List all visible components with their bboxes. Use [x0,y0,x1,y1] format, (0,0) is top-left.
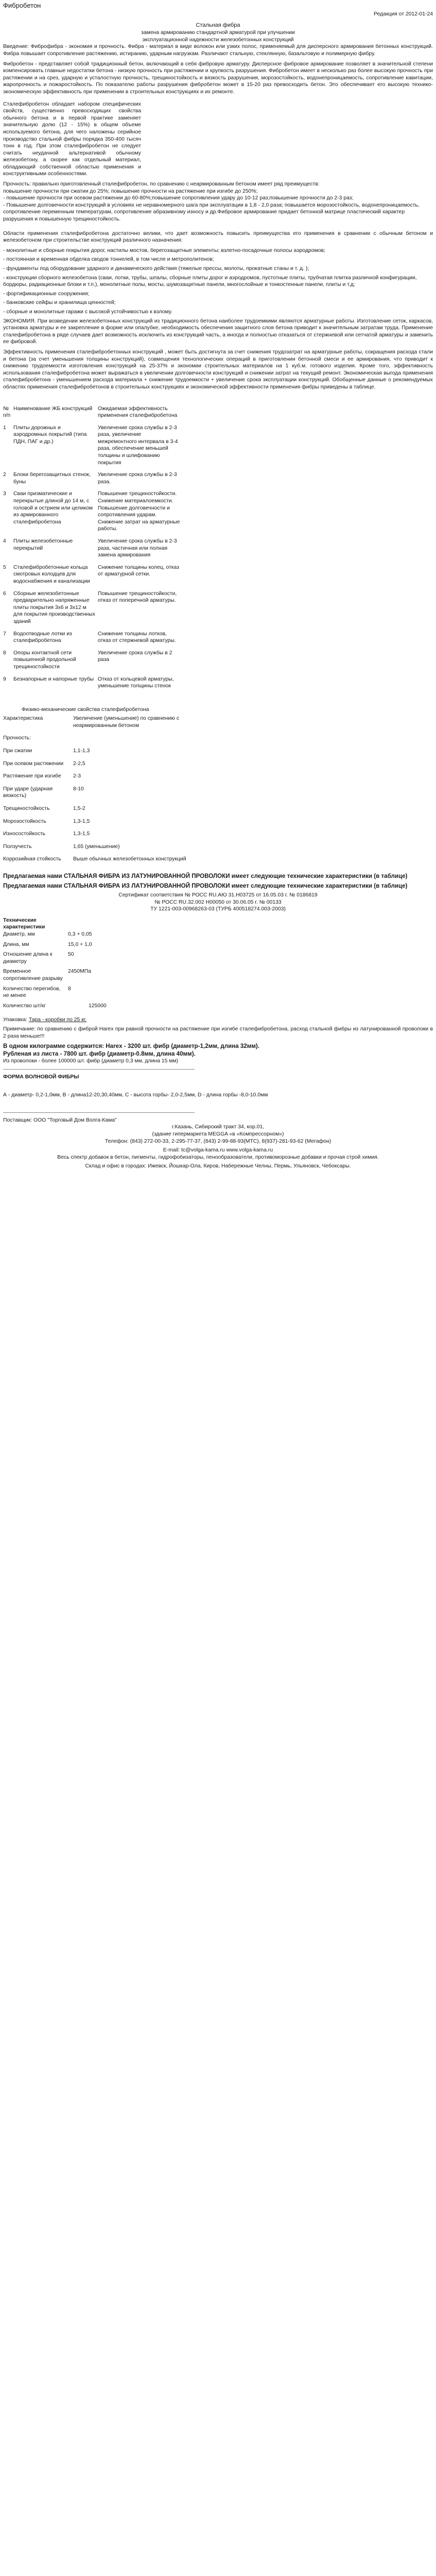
table-cell: Количество перегибов, не менее [3,986,61,999]
certificate-line: Сертификат соответствия № РОСС RU.AЮ 31.Н03725 от 16.05.03 г. № 0186819 [118,892,318,898]
table-row [3,786,214,805]
table-cell: 8 [68,986,71,992]
packing-label: Упаковка: [3,1017,29,1023]
contact-line: Поставщик: ООО "Торговый Дом Волга-Кама" [3,1117,117,1123]
table-row [3,564,182,590]
table-cell: Опоры контактной сети повышенной продольной трещиностойкости [13,650,76,670]
contacts-block [3,1117,433,1170]
area-item: - фортификационные сооружения; [3,291,90,297]
table-row [3,538,182,564]
table-row [3,805,214,818]
table-cell: 125000 [89,1003,107,1009]
packing-value: Тара - коробки по 25 кг. [28,1017,87,1023]
table-cell: 8-10 [73,786,84,792]
applications-table [3,405,182,695]
table-cell: 2 [3,472,6,478]
table-cell: 7 [3,631,6,637]
table-row [3,818,214,831]
strength-line: Прочность: правильно приготовленный сталефибробетон, по сравнению с неармированным бетоном имеет ряд преимуществ: [3,181,320,188]
table-cell: Выше обычных железобетонных конструкций [73,856,186,862]
area-item: - фундаменты под оборудование ударного и динамического действия (тяжелые прессы, молоты, прокатные станы и т. д. ); [3,266,309,272]
table-cell: Увеличение срока службы в 2 раза [98,650,172,663]
strength-line: повышение прочности при сжатии до 25%; повышение прочности на растяжение при изгибе до 250%; [3,188,258,194]
table-row [3,676,182,695]
bold-fact-line: В одном килограмме содержится: Harex - 3200 шт. фибр (диаметр-1,2мм, длина 32мм). [3,1043,259,1050]
table-cell: 1,65 (уменьшение) [73,843,120,850]
table-row [3,831,214,843]
note-paragraph: Примечание: по сравнению с фиброй Harex при равной прочности на растяжение при изгибе сталефибробетона, расход стальной фибры из латунированной проволоки в 2 раза меньше!!! [3,1026,433,1039]
table-row [3,590,182,631]
header-cell: № п/п [3,405,11,419]
fact-line: Из проволоки - более 100000 шт. фибр (диаметр 0,3 мм, длина 15 мм) [3,1058,179,1064]
tech-title: Технические характеристики [3,917,45,930]
table-cell: Трещиностойкость [3,806,50,812]
table-cell: Длина, мм [3,941,29,947]
table-row [3,650,182,676]
table-cell: Ползучесть [3,843,32,850]
area-item: - банковские сейфы и хранилища ценностей; [3,300,116,306]
table-cell: 9 [3,676,6,682]
area-item: - сборные и монолитные гаражи с высокой устойчивостью к взлому. [3,309,172,315]
table-cell: Повышение трещиностойкости. Снижение материалоемкости. Повышение долговечности и сопротивления ударам. Снижение затрат на арматурные работы. [98,491,180,532]
table-cell: Диаметр, мм [3,931,35,937]
areas-list [3,247,433,316]
areas-intro: Области применения сталефибробетона достаточно велики, что дает возможность повысить преимущества его применения в сравнении с обычным бетоном и железобетоном при строительстве конструкций различного назначения: [3,230,433,244]
table-row [3,773,214,786]
table-row [3,856,214,869]
two-column-block [3,101,433,178]
table-cell: Плиты дорожных и аэродромных покрытий (типа ПДН, ПАГ и др.) [13,425,87,445]
wave-dimensions: А - диаметр- 0,2-1,0мм, В - длина12-20,30,40мм, С - высота горбы- 2,0-2,5мм, D - длина горбы -8,0-10.0мм [3,1092,268,1098]
table-cell: Сваи призматические и перекрытые длиной до 14 м, с головой и острием или целиком из армированного сталефибробетона [13,491,93,525]
table-row [3,735,214,748]
intro-paragraph: Введение: Фиброфибра - экономия и прочность. Фибра - материал в виде волокон или узких полос, применяемый для дисперсного армирования бетонных конструкций. Фибра повышает сопротивление растяжению, истиранию, ударным нагрузкам. Различают стальную, стеклянную, базальтовую и полимерную фибру. [3,44,433,57]
table-cell: Безнапорные и напорные трубы [13,676,94,682]
table-row [3,760,214,773]
table-cell: 2-2,5 [73,760,85,767]
right-column-text [145,101,220,178]
header-cell: Характеристика [3,716,43,722]
table-cell: Снижение толщины лотков, отказ от стержневой арматуры. [98,631,176,644]
table-cell: Растяжение при изгибе [3,773,61,779]
offer-heading: Предлагаемая нами СТАЛЬНАЯ ФИБРА ИЗ ЛАТУНИРОВАННОЙ ПРОВОЛОКИ имеет следующие технические характеристики (в таблице) [3,873,408,879]
table-cell: 6 [3,590,6,597]
table-cell: 1,5-2 [73,806,85,812]
table-cell: Износостойкость [3,831,46,837]
table-cell: 1,3-1,5 [73,818,90,824]
area-item: - конструкции сборного железобетона (сваи, лотки, трубы, шпалы, сборные плиты дорог и аэродромов, пустотные плиты, трубчатая плитка различной конфигурации, бордюры, радиационные блоки и т.п.), монолитные полы, мосты, шумозащитные панели, многослойные и тонкостенные панели, плиты и т.д; [3,275,417,288]
header-cell: Ожидаемая эффективность применения сталефибробетона [98,405,178,419]
packing-line [3,1016,433,1024]
table-cell: 1 [3,425,6,431]
table-cell: Морозостойкость [3,818,46,824]
table-row [3,941,195,952]
table-cell: Увеличение срока службы в 2-3 раза, увеличение межремонтного интервала в 3-4 раза, обеспечение меньшей толщины и шлифованию покрытия [98,425,178,466]
table-cell: Временное сопротивление разрыву [3,969,63,981]
table-cell: Увеличение срока службы в 2-3 раза. [98,472,177,485]
table-cell: Коррозийная стойкость [3,856,61,862]
table-cell: 0,3 + 0,05 [68,931,92,937]
offer-heading: Предлагаемая нами СТАЛЬНАЯ ФИБРА ИЗ ЛАТУНИРОВАННОЙ ПРОВОЛОКИ имеет следующие технические характеристики (в таблице) [3,882,408,889]
table-cell: Отказ от кольцевой арматуры, уменьшение толщины стенок [98,676,174,689]
table-cell: Плиты железобетонные перекрытий [13,538,73,551]
table-cell: Блоки берегозащитных стенок, буны [13,472,91,485]
table-row [3,490,182,538]
economy-paragraph: ЭКОНОМИЯ. При возведении железобетонных конструкций из традиционного бетона наиболее трудоемкими являются арматурные работы. Изготовление сеток, каркасов, установка арматуры и ее закрепление в форме или опалубке, необходимость обеспечения защитного слоя бетона приводит к значительным затратам труда. Применение сталефибробетона в ряде случаев дает возможность исключить из конструкций часть, а иногда и полностью отказаться от стержневой или сетчатой арматуры и заменить ее фибровой. [3,318,433,345]
table-row [3,631,182,650]
table-cell: 1,3-1,5 [73,831,90,837]
contact-line: (здание гипермаркета MEGGA «в «Компрессорном») [152,1131,284,1138]
table-cell: 3 [3,491,6,497]
table-cell [73,735,214,748]
section-subtitle: Стальная фибра [196,22,240,28]
document-page [0,0,436,1175]
contact-line: Весь спектр добавок в бетон, пигменты, гидрофобизаторы, пенообразователи, противоморозные добавки и прочая строй химия. [57,1154,379,1160]
table-cell: Количество шт/кг [3,1003,46,1009]
divider [3,1112,195,1113]
properties-title: Физико-механические свойства сталефибробетона [22,706,149,713]
table-cell: Прочность: [3,735,31,741]
table-header-row [3,405,182,425]
left-column-text: Сталефибробетон обладает набором специфических свойств, существенно превосходящих свойства обычного бетона и в первой практике заменяет значительную долю (12 - 15%) в общем объеме используемого бетона, для чего наложены серийное производство стальной фибры порядка 350-400 тысяч тонн в год. При этом сталефибробетон не следует считать неудачной альтернативой обычному железобетону, а скорее как отдельный материал, обладающий собственной областью применения и конструктивными особенностями. [3,101,141,177]
table-cell: Сборные железобетонные предварительно напряженные плиты покрытия 3x6 и 3x12 м для покрытия производственных зданий [13,590,95,624]
table-cell: 5 [3,564,6,570]
table-cell: Повышение трещиностойкости, отказ от поперечной арматуры. [98,590,177,604]
area-item: - постоянная и временная обделка сводов тоннелей, в том числе и метрополитенов; [3,257,214,263]
contact-email-link[interactable]: E-mail: tc@volga-kama.ru www.volga-kama.ru [163,1147,273,1154]
certificates-block [3,892,433,913]
table-cell: Снижение толщины колец, отказ от арматурной сетки. [98,564,179,578]
table-row [3,931,195,941]
table-cell: 4 [3,538,6,544]
table-cell: 1,1-1,3 [73,748,90,754]
tech-table [3,931,195,1012]
certificate-line: № РОСС RU.32.002 H00050 от 30.06.05 г. № 00133 [154,899,282,905]
subtitle-line: эксплуатационной надежности железобетонных конструкций [142,37,294,43]
strength-line: - Повышение долговечности конструкций в условиях не неравномерного шага при эксплуатации в 1,8 - 2,0 раза; повышается морозостойкость, водонепроницаемость, сопротивление переменным температурам, сопротивление абразивному износу и др.Фибровое армирование придает бетонной матрице пластический характер разрушения и повышенную трещиностойкость. [3,202,420,223]
header-cell: Наименование ЖБ конструкций [13,405,93,412]
table-cell: При ударе (ударная вязкость) [3,786,53,799]
table-row [3,986,195,1003]
subtitle-line: замена армированию стандартной арматурой при улучшении [141,30,295,36]
table-cell: 15,0 + 1,0 [68,941,92,947]
economy-paragraph: Эффективность применения сталефибробетонных конструкций , может быть достигнута за счет снижения трудозатрат на арматурные работы, сокращения расхода стали и бетона (за счет уменьшения толщины конструкций), совмещения технологических операций в приготовлении бетонной смеси и ее армирования, что приводит к снижению трудоемкости изготовления конструкций на 25-37% и экономии строительных материалов на 1 куб.м. готового изделия. Кроме того, эффективность использования сталефибробетона может выражаться в увеличении долговечности конструкций и снижении затрат на текущий ремонт. Экономическая выгода применения сталефибробетона - уменьшением расхода материала + снижение трудоемкости + увеличение срока эксплуатации конструкций. Обобщенные данные о рекомендуемых областях применения сталефибробетонов в строительных конструкциях и экономической эффективности применения фибры приведены в таблице. [3,349,433,390]
contact-line: Телефон: (843) 272-00-33, 2-295-77-37, (843) 2-99-88-93(МТС), 8(937)-281-93-62 (Мегафон) [104,1138,332,1144]
strength-line: - повышение прочности при осевом растяжении до 60-80%;повышение сопротивления удару до 10-12 раз;повышение прочности до 2-3 раз; [3,195,354,201]
certificate-line: ТУ 1221-003-00968263-03 (ТУРБ 400518274.003-2003) [150,906,286,912]
table-row [3,843,214,856]
header-cell: Увеличение (уменьшение) по сравнению с неармированным бетоном [73,716,180,728]
table-row [3,951,195,968]
bold-fact-line: Рубленая из листа - 7800 шт. фибр (диаметр-0.8мм, длина 40мм). [3,1050,196,1057]
contact-line: Склад и офис в городах: Ижевск, Йошкар-Ола, Киров, Набережные Челны, Пермь, Ульяновск, Чебоксары. [85,1163,351,1170]
table-cell: Сталефибробетонные кольца смотровых колодцев для водоснабжения и канализации [13,564,90,584]
table-header-row [3,715,214,735]
table-cell: Водоотводные лотки из сталефибробетона [13,631,72,644]
table-cell: Отношение длина к диаметру [3,952,53,964]
area-item: - монолитные и сборные покрытия дорог, настилы мостов, берегозащитные элементы; взлетно-посадочные полосы аэродромов; [3,247,325,253]
table-cell: Увеличение срока службы в 2-3 раза, частичная или полная замена армирования [98,538,177,558]
page-title: Фибробетон [3,2,41,9]
strength-section [3,181,433,223]
properties-table [3,715,214,869]
table-cell: При сжатии [3,748,32,754]
wave-title: ФОРМА ВОЛНОВОЙ ФИБРЫ [3,1074,79,1080]
table-cell: 2450МПа [68,969,92,975]
table-cell: 8 [3,650,6,656]
table-row [3,425,182,472]
table-cell: 2-3 [73,773,81,779]
divider [3,1069,195,1070]
revision-date: Редакция от 2012-01-24 [373,11,433,17]
table-row [3,1003,195,1013]
contact-line: г.Казань, Сибирский тракт 34, кор.01, [171,1124,265,1130]
table-row [3,471,182,490]
table-cell: При осевом растяжении [3,760,64,767]
intro-paragraph: Фибробетон - представляет собой традиционный бетон, включающий в себя фибровую арматуру. Дисперсное фибровое армирование позволяет в значительной степени компенсировать главные недостатки бетона - низкую прочность при растяжении и хрупкость разрушения. Фибробетон имеет в несколько раз более высокую прочность при растяжении и на срез, ударную и усталостную прочность, трещиностойкость и вязкость разрушения, морозостойкость, водонепроницаемость, сопротивление кавитации, жаропрочность и пожаростойкость. По показателю работы разрушения фибробетон может в 15-20 раз превосходить бетон. Это обеспечивает его высокую технико-экономическую эффективность при применении в строительных конструкциях и их ремонте. [3,61,433,95]
table-cell: 50 [68,952,74,958]
table-row [3,748,214,760]
table-row [3,968,195,985]
